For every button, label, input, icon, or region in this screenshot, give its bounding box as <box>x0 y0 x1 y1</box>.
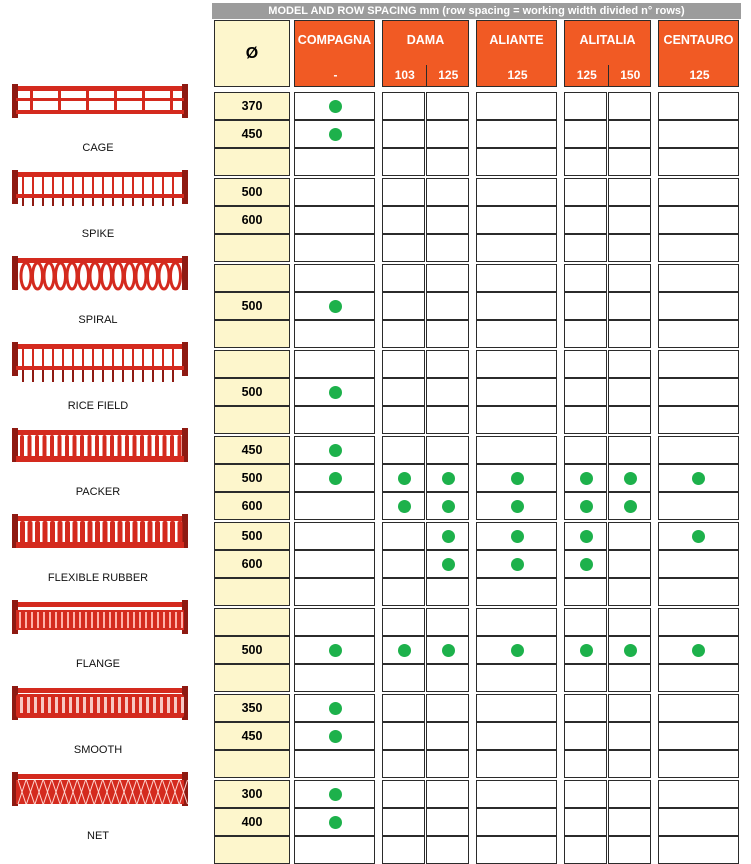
compatibility-cell <box>426 292 469 320</box>
compatibility-cell <box>426 694 469 722</box>
compatible-dot <box>329 300 342 313</box>
compatibility-cell <box>564 148 607 176</box>
compatibility-cell <box>658 206 739 234</box>
row-spacing-label: 125 <box>438 68 459 82</box>
compatibility-cell <box>476 578 557 606</box>
diameter-cell <box>214 320 290 348</box>
compatibility-cell <box>294 148 375 176</box>
compatible-dot <box>511 530 524 543</box>
compatibility-cell <box>382 178 425 206</box>
compatibility-cell <box>658 608 739 636</box>
diameter-cell: 350 <box>214 694 290 722</box>
compatibility-cell <box>476 694 557 722</box>
compatibility-cell <box>382 378 425 406</box>
reel-spiral-image <box>10 252 190 304</box>
diameter-cell: 600 <box>214 492 290 520</box>
compatibility-cell <box>294 264 375 292</box>
compatibility-cell <box>564 406 607 434</box>
compatibility-cell <box>658 178 739 206</box>
compatibility-cell <box>476 750 557 778</box>
compatibility-cell <box>382 522 425 550</box>
compatibility-cell <box>426 350 469 378</box>
diameter-cell <box>214 350 290 378</box>
compatibility-cell <box>426 378 469 406</box>
compatibility-cell <box>608 92 651 120</box>
compatible-dot <box>329 702 342 715</box>
compatibility-cell <box>476 406 557 434</box>
compatibility-cell <box>658 378 739 406</box>
compatibility-cell <box>564 292 607 320</box>
compatibility-cell <box>382 608 425 636</box>
compatibility-cell <box>564 92 607 120</box>
compatibility-cell <box>382 406 425 434</box>
reel-packer-image <box>10 424 190 476</box>
compatibility-cell <box>476 436 557 464</box>
compatibility-cell <box>608 608 651 636</box>
compatibility-cell <box>426 578 469 606</box>
compatibility-cell <box>564 722 607 750</box>
compatibility-cell <box>476 608 557 636</box>
compatibility-cell <box>382 350 425 378</box>
compatibility-cell <box>564 234 607 262</box>
compatibility-cell <box>382 694 425 722</box>
reel-label-spiral: SPIRAL <box>78 314 118 326</box>
compatibility-cell <box>476 120 557 148</box>
reel-label-packer: PACKER <box>75 486 121 498</box>
compatible-dot <box>511 472 524 485</box>
compatible-dot <box>692 530 705 543</box>
diameter-cell: 500 <box>214 378 290 406</box>
compatibility-cell <box>476 808 557 836</box>
compatibility-cell <box>564 120 607 148</box>
compatibility-cell <box>564 178 607 206</box>
diameter-cell <box>214 664 290 692</box>
model-header-alitalia <box>564 20 651 87</box>
diameter-cell: 450 <box>214 120 290 148</box>
diameter-cell: 500 <box>214 522 290 550</box>
compatibility-cell <box>658 750 739 778</box>
model-name: CENTAURO <box>663 33 734 47</box>
row-spacing-label: 150 <box>620 68 641 82</box>
compatibility-cell <box>476 664 557 692</box>
compatibility-cell <box>426 808 469 836</box>
compatibility-cell <box>294 522 375 550</box>
diameter-cell <box>214 148 290 176</box>
compatibility-cell <box>294 836 375 864</box>
compatibility-cell <box>658 148 739 176</box>
diameter-cell: 370 <box>214 92 290 120</box>
compatible-dot <box>580 644 593 657</box>
compatible-dot <box>580 558 593 571</box>
compatibility-cell <box>564 264 607 292</box>
compatibility-cell <box>476 264 557 292</box>
reel-label-net: NET <box>87 830 109 842</box>
diameter-cell: 500 <box>214 178 290 206</box>
compatibility-cell <box>426 206 469 234</box>
row-spacing-label: - <box>333 68 338 82</box>
compatible-dot <box>442 644 455 657</box>
compatible-dot <box>580 472 593 485</box>
compatibility-cell <box>382 120 425 148</box>
compatibility-cell <box>658 836 739 864</box>
diameter-cell: 400 <box>214 808 290 836</box>
diameter-cell <box>214 578 290 606</box>
compatibility-cell <box>426 120 469 148</box>
compatible-dot <box>624 472 637 485</box>
compatibility-cell <box>658 350 739 378</box>
compatibility-cell <box>658 320 739 348</box>
model-header-centauro <box>658 20 739 87</box>
compatible-dot <box>442 558 455 571</box>
reel-smooth-image <box>10 682 190 734</box>
compatibility-cell <box>426 320 469 348</box>
compatibility-cell <box>658 264 739 292</box>
row-spacing-divider <box>426 65 427 87</box>
compatible-dot <box>329 730 342 743</box>
compatibility-cell <box>476 292 557 320</box>
diameter-cell: 500 <box>214 292 290 320</box>
compatible-dot <box>329 128 342 141</box>
compatibility-cell <box>476 722 557 750</box>
compatibility-cell <box>382 292 425 320</box>
compatible-dot <box>398 472 411 485</box>
compatible-dot <box>580 500 593 513</box>
compatibility-cell <box>294 206 375 234</box>
diameter-cell: 500 <box>214 636 290 664</box>
compatibility-cell <box>382 722 425 750</box>
compatible-dot <box>442 472 455 485</box>
reel-label-spike: SPIKE <box>81 228 115 240</box>
compatibility-cell <box>564 206 607 234</box>
compatible-dot <box>511 558 524 571</box>
compatibility-cell <box>608 780 651 808</box>
compatibility-cell <box>608 664 651 692</box>
compatibility-cell <box>426 722 469 750</box>
compatible-dot <box>329 816 342 829</box>
compatibility-cell <box>382 206 425 234</box>
compatibility-cell <box>608 234 651 262</box>
compatibility-cell <box>294 550 375 578</box>
compatibility-cell <box>658 120 739 148</box>
compatibility-cell <box>294 578 375 606</box>
compatibility-cell <box>426 608 469 636</box>
compatibility-cell <box>382 264 425 292</box>
model-name: ALIANTE <box>489 33 544 47</box>
diameter-cell <box>214 234 290 262</box>
compatibility-cell <box>608 750 651 778</box>
compatibility-cell <box>608 694 651 722</box>
row-spacing-divider <box>608 65 609 87</box>
compatibility-cell <box>294 234 375 262</box>
compatibility-cell <box>658 436 739 464</box>
compatibility-cell <box>564 664 607 692</box>
compatibility-cell <box>476 206 557 234</box>
diameter-cell <box>214 406 290 434</box>
compatibility-cell <box>564 750 607 778</box>
diameter-cell: 600 <box>214 206 290 234</box>
diameter-cell <box>214 264 290 292</box>
reel-flange-image <box>10 596 190 648</box>
row-spacing-label: 125 <box>576 68 597 82</box>
compatibility-cell <box>382 436 425 464</box>
compatibility-cell <box>658 406 739 434</box>
compatibility-cell <box>382 550 425 578</box>
compatible-dot <box>329 100 342 113</box>
compatible-dot <box>511 500 524 513</box>
model-name: ALITALIA <box>579 33 636 47</box>
compatibility-cell <box>658 234 739 262</box>
compatibility-cell <box>564 578 607 606</box>
diameter-column-header: Ø <box>214 20 290 87</box>
compatible-dot <box>398 644 411 657</box>
compatible-dot <box>580 530 593 543</box>
compatibility-cell <box>608 378 651 406</box>
compatibility-cell <box>294 608 375 636</box>
compatible-dot <box>398 500 411 513</box>
compatible-dot <box>692 644 705 657</box>
diameter-cell <box>214 836 290 864</box>
compatible-dot <box>624 500 637 513</box>
compatibility-cell <box>658 292 739 320</box>
compatibility-cell <box>426 436 469 464</box>
compatibility-cell <box>426 92 469 120</box>
compatibility-cell <box>294 492 375 520</box>
compatibility-cell <box>382 808 425 836</box>
compatibility-cell <box>608 264 651 292</box>
compatibility-cell <box>564 836 607 864</box>
compatibility-cell <box>476 320 557 348</box>
compatibility-cell <box>294 178 375 206</box>
diameter-cell: 450 <box>214 436 290 464</box>
compatibility-cell <box>294 664 375 692</box>
row-spacing-label: 125 <box>689 68 710 82</box>
compatibility-cell <box>426 750 469 778</box>
compatibility-cell <box>658 780 739 808</box>
compatibility-cell <box>476 234 557 262</box>
compatibility-cell <box>476 148 557 176</box>
compatibility-cell <box>608 836 651 864</box>
reel-label-cage: CAGE <box>82 142 114 154</box>
compatible-dot <box>329 788 342 801</box>
compatibility-cell <box>426 178 469 206</box>
compatibility-cell <box>608 550 651 578</box>
diameter-cell: 300 <box>214 780 290 808</box>
reel-net-image <box>10 768 190 820</box>
compatibility-cell <box>658 92 739 120</box>
table-banner: MODEL AND ROW SPACING mm (row spacing = working width divided n° rows) <box>212 3 741 19</box>
compatible-dot <box>692 472 705 485</box>
compatibility-cell <box>608 206 651 234</box>
compatibility-cell <box>476 92 557 120</box>
compatibility-cell <box>294 320 375 348</box>
compatibility-cell <box>608 436 651 464</box>
compatibility-cell <box>564 808 607 836</box>
compatibility-cell <box>294 406 375 434</box>
compatibility-cell <box>382 780 425 808</box>
compatibility-cell <box>564 608 607 636</box>
compatibility-cell <box>382 664 425 692</box>
compatibility-cell <box>426 836 469 864</box>
compatibility-cell <box>564 780 607 808</box>
compatibility-cell <box>658 722 739 750</box>
model-header-compagna <box>294 20 375 87</box>
compatible-dot <box>329 444 342 457</box>
compatible-dot <box>329 644 342 657</box>
reel-rubber-image <box>10 510 190 562</box>
compatibility-cell <box>294 350 375 378</box>
compatibility-cell <box>608 148 651 176</box>
compatibility-cell <box>564 320 607 348</box>
compatibility-cell <box>564 350 607 378</box>
compatible-dot <box>624 644 637 657</box>
compatibility-cell <box>426 664 469 692</box>
compatibility-cell <box>476 178 557 206</box>
compatibility-cell <box>294 750 375 778</box>
compatibility-cell <box>426 234 469 262</box>
compatibility-cell <box>608 350 651 378</box>
row-spacing-label: 125 <box>507 68 528 82</box>
compatibility-cell <box>658 550 739 578</box>
diameter-cell <box>214 750 290 778</box>
compatibility-cell <box>608 406 651 434</box>
compatibility-cell <box>476 780 557 808</box>
model-name: DAMA <box>406 33 445 47</box>
compatibility-cell <box>476 836 557 864</box>
compatibility-cell <box>658 694 739 722</box>
reel-label-rubber: FLEXIBLE RUBBER <box>47 572 149 584</box>
compatibility-cell <box>608 578 651 606</box>
model-header-dama <box>382 20 469 87</box>
reel-cage-image <box>10 80 190 132</box>
compatible-dot <box>329 386 342 399</box>
compatibility-cell <box>426 148 469 176</box>
compatible-dot <box>442 500 455 513</box>
model-name: COMPAGNA <box>297 33 372 47</box>
reel-label-smooth: SMOOTH <box>73 744 123 756</box>
compatibility-cell <box>382 148 425 176</box>
compatibility-cell <box>564 378 607 406</box>
compatibility-cell <box>608 522 651 550</box>
diameter-cell: 450 <box>214 722 290 750</box>
compatibility-cell <box>608 292 651 320</box>
compatibility-cell <box>476 378 557 406</box>
compatibility-cell <box>658 492 739 520</box>
compatibility-cell <box>608 808 651 836</box>
compatibility-cell <box>608 320 651 348</box>
row-spacing-label: 103 <box>394 68 415 82</box>
compatibility-cell <box>608 178 651 206</box>
compatibility-cell <box>426 406 469 434</box>
compatibility-cell <box>608 120 651 148</box>
diameter-cell: 600 <box>214 550 290 578</box>
compatibility-cell <box>382 750 425 778</box>
compatibility-cell <box>658 808 739 836</box>
model-header-aliante <box>476 20 557 87</box>
compatible-dot <box>442 530 455 543</box>
compatibility-cell <box>382 92 425 120</box>
compatibility-cell <box>382 234 425 262</box>
compatibility-cell <box>658 664 739 692</box>
reel-spike-image <box>10 166 190 218</box>
compatibility-cell <box>564 436 607 464</box>
reel-label-rice: RICE FIELD <box>67 400 129 412</box>
compatibility-cell <box>658 578 739 606</box>
compatibility-cell <box>608 722 651 750</box>
compatibility-cell <box>382 320 425 348</box>
compatibility-cell <box>426 780 469 808</box>
compatibility-cell <box>382 836 425 864</box>
reel-rice-image <box>10 338 190 390</box>
diameter-cell <box>214 608 290 636</box>
diameter-cell: 500 <box>214 464 290 492</box>
compatible-dot <box>329 472 342 485</box>
compatibility-cell <box>476 350 557 378</box>
compatible-dot <box>511 644 524 657</box>
compatibility-cell <box>426 264 469 292</box>
compatibility-cell <box>382 578 425 606</box>
compatibility-cell <box>564 694 607 722</box>
reel-label-flange: FLANGE <box>75 658 120 670</box>
